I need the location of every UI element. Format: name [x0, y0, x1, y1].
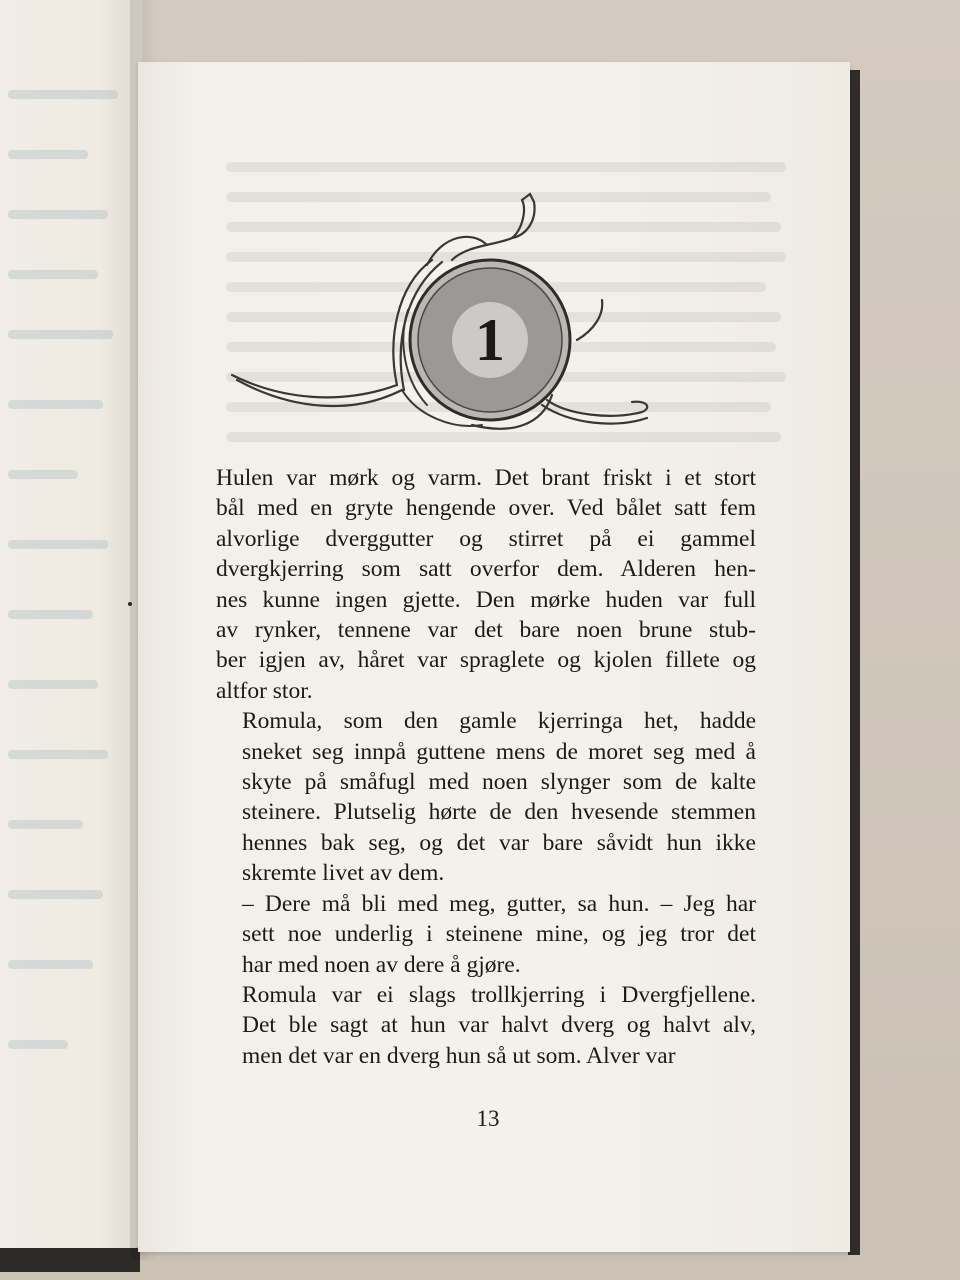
text-line: skremte livet av dem. — [242, 860, 445, 887]
text-line: steinere. Plutselig hørte de den hvesende stemmen — [242, 799, 756, 826]
text-line: alvorlige dverggutter og stirret på ei gammel — [216, 525, 756, 552]
show-through-line — [8, 90, 118, 99]
show-through-line — [226, 162, 786, 172]
paragraph — [216, 889, 756, 980]
text-line: men det var en dverg hun så ut som. Alver var — [242, 1042, 676, 1069]
show-through-line — [8, 820, 83, 829]
page-number: 13 — [476, 1106, 500, 1131]
show-through-line — [8, 750, 108, 759]
text-line: Romula var ei slags trollkjerring i Dvergfjellene. — [242, 981, 756, 1008]
show-through-line — [8, 150, 88, 159]
text-line: Romula, som den gamle kjerringa het, hadde — [242, 708, 756, 735]
show-through-line — [8, 400, 103, 409]
text-line: har med noen av dere å gjøre. — [242, 951, 521, 978]
show-through-line — [8, 210, 108, 219]
text-line: Det ble sagt at hun var halvt dverg og halvt alv, — [242, 1012, 756, 1039]
text-line: sneket seg innpå guttene mens de moret seg med å — [242, 738, 756, 765]
show-through-line — [8, 470, 78, 479]
chapter-number: 1 — [475, 307, 505, 373]
vine-stroke — [522, 194, 534, 202]
show-through-line — [8, 1040, 68, 1049]
show-through-line — [8, 610, 93, 619]
text-line: nes kunne ingen gjette. Den mørke huden var full — [216, 586, 756, 613]
text-line: av rynker, tennene var det bare noen brune stub- — [216, 617, 756, 644]
paragraph — [216, 980, 756, 1071]
text-line: sett noe underlig i steinene mine, og jeg tror det — [242, 921, 756, 948]
vine-stroke — [232, 375, 397, 397]
show-through-line — [8, 330, 113, 339]
paragraph — [216, 463, 756, 706]
chapter-ornament — [222, 190, 662, 450]
show-through-line — [8, 540, 108, 549]
text-line: altfor stor. — [216, 677, 313, 704]
text-line: skyte på småfugl med noen slynger som de kalte — [242, 769, 756, 796]
vine-stroke — [452, 200, 524, 260]
vine-stroke — [237, 380, 402, 406]
text-line: dvergkjerring som satt overfor dem. Alderen hen- — [216, 556, 756, 583]
show-through-line — [8, 960, 93, 969]
paragraph — [216, 706, 756, 888]
paper-speck — [128, 602, 132, 606]
text-line: bål med en gryte hengende over. Ved bålet satt fem — [216, 495, 756, 522]
vine-stroke — [547, 400, 647, 416]
body-text — [216, 463, 756, 1071]
text-line: ber igjen av, håret var spraglete og kjolen fillete og — [216, 647, 756, 674]
show-through-line — [8, 890, 103, 899]
text-line: – Dere må bli med meg, gutter, sa hun. – Jeg har — [242, 890, 756, 917]
vine-stroke — [577, 300, 602, 340]
text-line: Hulen var mørk og varm. Det brant friskt i et stort — [216, 465, 756, 491]
show-through-line — [8, 680, 98, 689]
show-through-line — [8, 270, 98, 279]
text-line: hennes bak seg, og det var bare såvidt hun ikke — [242, 829, 756, 856]
left-page — [0, 0, 142, 1248]
